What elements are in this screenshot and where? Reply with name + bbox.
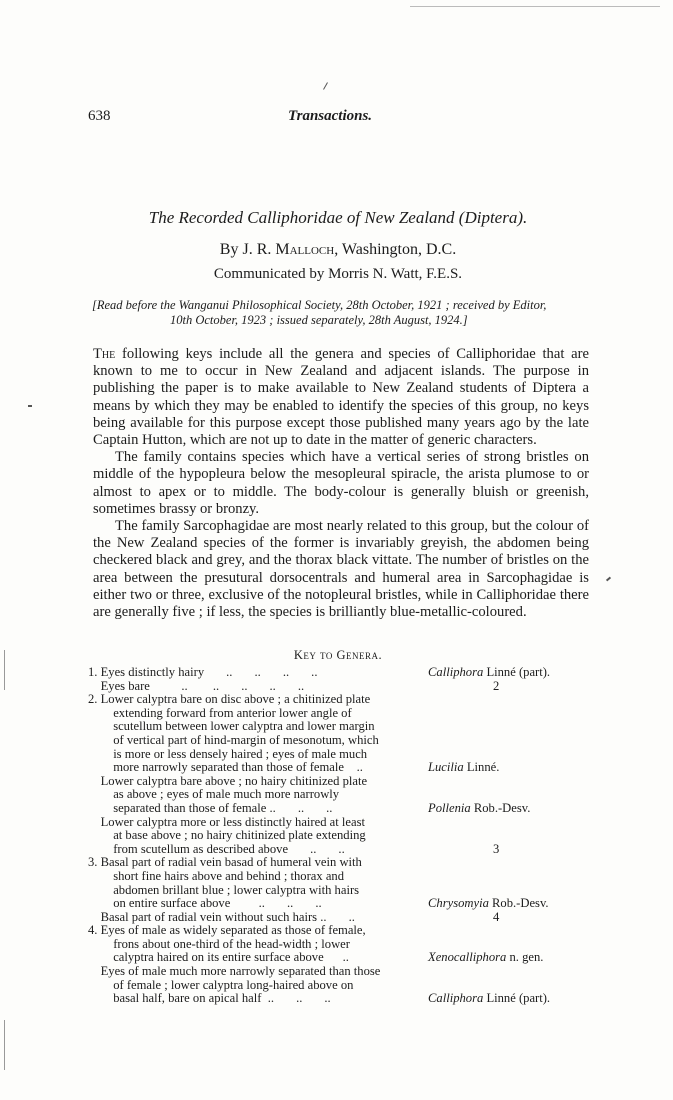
key-line-text: more narrowly separated than those of female .. <box>88 760 363 775</box>
key-genus-result <box>428 992 550 1006</box>
key-result-name: Lucilia <box>428 760 464 775</box>
key-line <box>88 992 598 1006</box>
key-line <box>88 734 598 748</box>
key-heading: Key to Genera. <box>293 648 383 662</box>
scan-mark <box>4 1020 5 1070</box>
author-byline <box>88 241 588 259</box>
key-line-text: Eyes bare .. .. .. .. .. <box>88 678 305 693</box>
key-line <box>88 884 598 898</box>
key-line <box>88 748 598 762</box>
key-result-authority: Rob.-Desv. <box>488 896 549 911</box>
key-line-text: extending forward from anterior lower angle of <box>88 705 352 720</box>
key-line-text: Eyes of male much more narrowly separated than those <box>88 964 381 979</box>
key-result-name: Xenocalliphora <box>428 950 507 965</box>
key-line <box>88 802 598 816</box>
key-table <box>88 666 598 1006</box>
key-line-text: frons about one-third of the head-width ; lower <box>88 936 350 951</box>
key-result-name: Pollenia <box>428 800 471 815</box>
communicated-by: Communicated by Morris N. Watt, F.E.S. <box>213 266 463 282</box>
key-result-name: Chrysomyia <box>428 896 489 911</box>
key-line <box>88 870 598 884</box>
key-line <box>88 775 598 789</box>
read-note <box>92 298 590 328</box>
key-result-authority: Linné (part). <box>483 991 551 1006</box>
key-line-text: short fine hairs above and behind ; thorax and <box>88 868 345 883</box>
paragraph-1-text: following keys include all the genera and species of Calliphoridae that are known to me to occur in New Zealand and adjacent islands. The purpose in publishing the paper is to make available to New Zealand students of Diptera a means by which they may be enabled to identify the species of this group, no keys being available for this purpose except those published many years ago by the late Captain Hutton, which are not up to date in the matter of generic characters. <box>93 346 589 449</box>
read-note-line-1: [Read before the Wanganui Philosophical Society, 28th October, 1921 ; received by Editor, <box>92 298 547 312</box>
author-surname: Malloch <box>275 241 335 258</box>
key-genus-result <box>428 951 543 965</box>
key-result-authority: Linné. <box>463 760 500 775</box>
body-text <box>93 346 589 621</box>
key-result-name: 4 <box>493 909 500 924</box>
key-line <box>88 693 598 707</box>
running-head-title: Transactions. <box>288 108 373 124</box>
scan-mark <box>606 577 611 582</box>
key-line <box>88 843 598 857</box>
key-line-text: separated than those of female .. .. .. <box>88 800 333 815</box>
scan-mark <box>410 6 660 7</box>
key-couplet-ref <box>493 843 499 857</box>
key-genus-result <box>428 666 550 680</box>
key-line-text: at base above ; no hairy chitinized plate extending <box>88 828 366 843</box>
scan-mark <box>28 405 32 407</box>
key-line <box>88 666 598 680</box>
key-genus-result <box>428 897 549 911</box>
key-result-name: 3 <box>493 841 500 856</box>
page-number: 638 <box>88 108 111 124</box>
scan-mark <box>4 650 5 690</box>
read-note-line-2: 10th October, 1923 ; issued separately, 28th August, 1924.] <box>170 313 468 327</box>
key-line <box>88 707 598 721</box>
key-line <box>88 680 598 694</box>
key-genus-result <box>428 761 499 775</box>
byline-suffix: , Washington, D.C. <box>334 241 457 258</box>
paragraph-2: The family contains species which have a vertical series of strong bristles on middle of the hypopleura below the mesopleural spiracle, the arista plumose to or almost to apex or to middle. The body-colour is generally bluish or greenish, sometimes brassy or bronzy. <box>93 449 589 517</box>
key-line-text: Lower calyptra more or less distinctly haired at least <box>88 814 365 829</box>
paragraph-3: The family Sarcophagidae are most nearly related to this group, but the colour of the New Zealand species of the former is invariably greyish, the abdomen being checkered black and grey, and the thorax black vittate. The number of bristles on the area between the presutural dorsocentrals and humeral area in Sarcophagidae is either two or three, exclusive of the notopleural bristles, while in Calliphoridae there are generally five ; if less, the species is brilliantly blue-metallic-coloured. <box>93 518 589 621</box>
key-line-text: calyptra haired on its entire surface above .. <box>88 950 349 965</box>
key-line-text: 2. Lower calyptra bare on disc above ; a chitinized plate <box>88 692 371 707</box>
key-line-text: 4. Eyes of male as widely separated as those of female, <box>88 923 366 938</box>
key-couplet-ref <box>493 911 499 925</box>
key-result-authority: Linné (part). <box>483 665 551 679</box>
key-line <box>88 720 598 734</box>
scan-mark <box>323 82 328 89</box>
byline-prefix: By J. R. <box>219 241 272 258</box>
key-line-text: abdomen brillant blue ; lower calyptra with hairs <box>88 882 360 897</box>
key-line <box>88 938 598 952</box>
key-line <box>88 816 598 830</box>
key-line-text: 3. Basal part of radial vein basad of humeral vein with <box>88 855 362 870</box>
key-line <box>88 911 598 925</box>
key-line-text: basal half, bare on apical half .. .. .. <box>88 991 331 1006</box>
key-line-text: of female ; lower calyptra long-haired above on <box>88 977 354 992</box>
key-line <box>88 924 598 938</box>
key-line-text: 1. Eyes distinctly hairy .. .. .. .. <box>88 665 318 679</box>
key-couplet-ref <box>493 680 499 694</box>
key-line <box>88 856 598 870</box>
key-result-name: Calliphora <box>428 665 484 679</box>
key-result-authority: Rob.-Desv. <box>470 800 531 815</box>
key-line-text: of vertical part of hind-margin of mesonotum, which <box>88 732 379 747</box>
paragraph-lead: The <box>93 346 116 362</box>
key-result-name: 2 <box>493 678 500 693</box>
key-line <box>88 951 598 965</box>
key-line <box>88 897 598 911</box>
key-line <box>88 979 598 993</box>
key-line-text: Lower calyptra bare above ; no hairy chitinized plate <box>88 773 368 788</box>
key-line <box>88 761 598 775</box>
key-line-text: scutellum between lower calyptra and lower margin <box>88 719 375 734</box>
key-line-text: Basal part of radial vein without such hairs .. .. <box>88 909 355 924</box>
article-title: The Recorded Calliphoridae of New Zealand (Diptera). <box>148 208 528 227</box>
key-line <box>88 788 598 802</box>
key-line-text: as above ; eyes of male much more narrowly <box>88 787 340 802</box>
key-result-name: Calliphora <box>428 991 484 1006</box>
key-line-text: is more or less densely haired ; eyes of male much <box>88 746 368 761</box>
key-line <box>88 829 598 843</box>
key-line <box>88 965 598 979</box>
key-result-authority: n. gen. <box>506 950 544 965</box>
key-line-text: from scutellum as described above .. .. <box>88 841 345 856</box>
key-line-text: on entire surface above .. .. .. <box>88 896 322 911</box>
paragraph-1 <box>93 346 589 449</box>
key-genus-result <box>428 802 530 816</box>
